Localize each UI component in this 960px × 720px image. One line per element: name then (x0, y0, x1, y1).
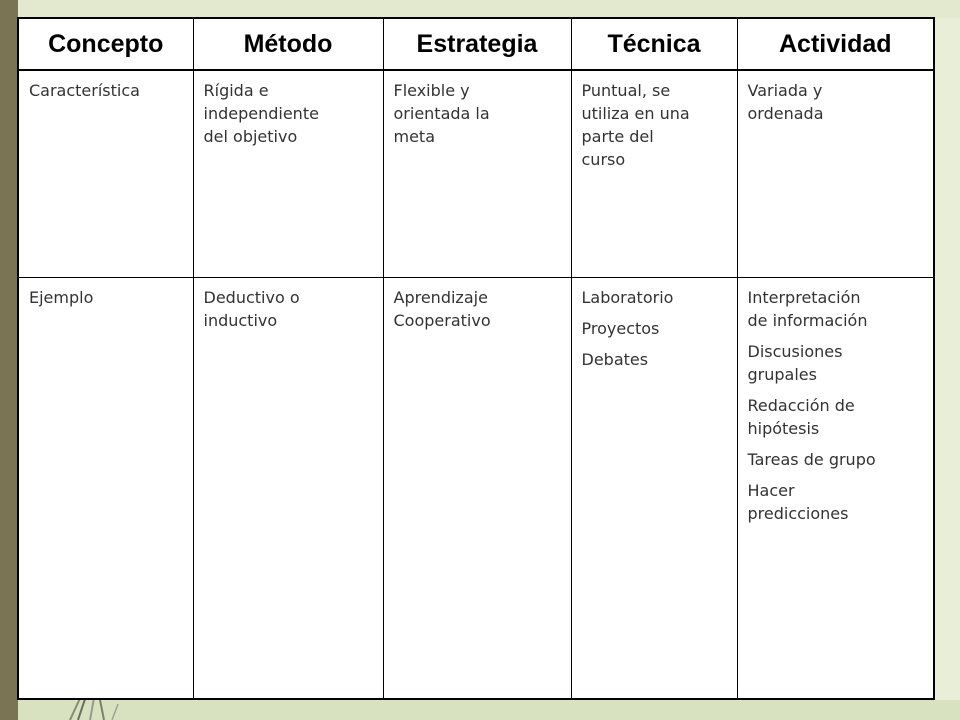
list-item: Laboratorio (581, 288, 674, 307)
table-row (18, 278, 934, 700)
list-item: Redacción de hipótesis (747, 396, 855, 438)
slide-bottom-band (18, 700, 960, 720)
header-metodo: Método (193, 18, 383, 70)
cell-tecnica: Puntual, se utiliza en una parte del curso (571, 70, 737, 278)
cell-actividad (737, 278, 934, 700)
header-tecnica: Técnica (571, 18, 737, 70)
list-item: Hacer predicciones (747, 481, 849, 523)
cell-estrategia: Flexible y orientada la meta (383, 70, 571, 278)
list-item: Discusiones grupales (747, 342, 843, 384)
cell-concepto: Ejemplo (18, 278, 193, 700)
cell-metodo: Deductivo o inductivo (193, 278, 383, 700)
cell-concepto: Característica (18, 70, 193, 278)
comparison-table (17, 17, 935, 700)
cell-tecnica (571, 278, 737, 700)
header-concepto: Concepto (18, 18, 193, 70)
list-item: Tareas de grupo (747, 450, 876, 469)
cell-metodo: Rígida e independiente del objetivo (193, 70, 383, 278)
list-item: Debates (581, 350, 649, 369)
header-row (18, 18, 934, 70)
table-row (18, 70, 934, 278)
list-item: Interpretación de información (747, 288, 868, 330)
cell-estrategia: Aprendizaje Cooperativo (383, 278, 571, 700)
slide-top-band (18, 0, 960, 18)
cell-actividad: Variada y ordenada (737, 70, 934, 278)
header-actividad: Actividad (737, 18, 934, 70)
slide-left-strip (0, 0, 18, 720)
header-estrategia: Estrategia (383, 18, 571, 70)
list-item: Proyectos (581, 319, 660, 338)
